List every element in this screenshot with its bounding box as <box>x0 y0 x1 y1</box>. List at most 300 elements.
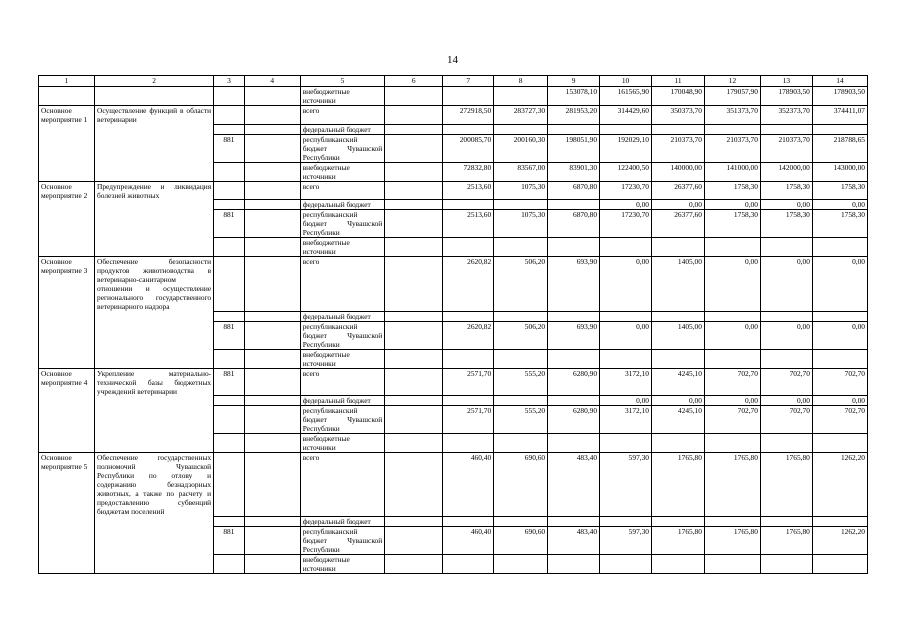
funding-source-cell: федеральный бюджет <box>300 311 385 321</box>
amount-cell: 2620,82 <box>443 257 494 312</box>
event-description-cell: Осуществление функций в области ветеринарии <box>95 106 214 125</box>
header-cell: 6 <box>385 76 443 87</box>
table-row <box>39 368 868 396</box>
amount-cell <box>548 516 600 526</box>
code-cell <box>385 526 443 554</box>
amount-cell: 460,40 <box>443 453 494 517</box>
page-number: 14 <box>447 54 458 66</box>
code-cell <box>244 87 300 106</box>
event-description-cell <box>95 554 214 573</box>
table-row <box>39 406 868 434</box>
event-description-cell: Обеспечение безопасности продуктов животноводства в ветеринарно-санитарном отношении и осуществление регионального государственного ветеринарного надзора <box>95 257 214 312</box>
amount-cell: 1758,30 <box>704 210 760 238</box>
table-row <box>39 181 868 200</box>
amount-cell: 2513,60 <box>443 181 494 200</box>
code-cell: 881 <box>214 321 245 349</box>
code-cell <box>214 162 245 181</box>
funding-source-cell: республиканский бюджет Чувашской Республики <box>300 134 385 162</box>
amount-cell: 1765,80 <box>760 526 812 554</box>
amount-cell <box>443 516 494 526</box>
amount-cell: 693,90 <box>548 257 600 312</box>
amount-cell: 2620,82 <box>443 321 494 349</box>
code-cell <box>214 311 245 321</box>
funding-source-cell: всего <box>300 257 385 312</box>
amount-cell <box>494 124 548 134</box>
event-name-cell <box>39 162 95 181</box>
amount-cell <box>494 396 548 406</box>
event-description-cell: Укрепление материально-технической базы бюджетных учреждений ветеринарии <box>95 368 214 396</box>
amount-cell <box>704 554 760 573</box>
amount-cell: 702,70 <box>760 406 812 434</box>
table-row <box>39 453 868 517</box>
event-description-cell <box>95 349 214 368</box>
code-cell <box>385 311 443 321</box>
table-row <box>39 200 868 210</box>
code-cell: 881 <box>214 134 245 162</box>
event-name-cell <box>39 516 95 526</box>
amount-cell: 210373,70 <box>760 134 812 162</box>
code-cell <box>385 124 443 134</box>
amount-cell: 1765,80 <box>704 453 760 517</box>
code-cell <box>244 238 300 257</box>
amount-cell: 4245,10 <box>652 406 705 434</box>
code-cell <box>244 434 300 453</box>
amount-cell: 1405,00 <box>652 257 705 312</box>
event-name-cell <box>39 526 95 554</box>
amount-cell: 555,20 <box>494 368 548 396</box>
amount-cell <box>600 554 652 573</box>
amount-cell: 702,70 <box>760 368 812 396</box>
amount-cell <box>548 238 600 257</box>
table-row <box>39 162 868 181</box>
code-cell <box>244 321 300 349</box>
table-row <box>39 134 868 162</box>
amount-cell: 0,00 <box>704 200 760 210</box>
amount-cell: 1262,20 <box>812 453 867 517</box>
amount-cell: 179057,90 <box>704 87 760 106</box>
table-row <box>39 526 868 554</box>
amount-cell: 374411,07 <box>812 106 867 125</box>
code-cell <box>244 124 300 134</box>
amount-cell: 0,00 <box>760 396 812 406</box>
code-cell <box>244 396 300 406</box>
code-cell <box>214 200 245 210</box>
amount-cell <box>443 554 494 573</box>
amount-cell: 702,70 <box>812 406 867 434</box>
amount-cell <box>760 349 812 368</box>
event-name-cell <box>39 87 95 106</box>
event-name-cell: Основное мероприятие 5 <box>39 453 95 517</box>
header-cell: 14 <box>812 76 867 87</box>
event-name-cell <box>39 554 95 573</box>
funding-source-cell: федеральный бюджет <box>300 516 385 526</box>
amount-cell <box>652 349 705 368</box>
header-cell: 13 <box>760 76 812 87</box>
amount-cell: 141000,00 <box>704 162 760 181</box>
event-name-cell <box>39 434 95 453</box>
amount-cell: 0,00 <box>600 200 652 210</box>
funding-source-cell: республиканский бюджет Чувашской Республики <box>300 406 385 434</box>
amount-cell: 0,00 <box>600 396 652 406</box>
amount-cell: 690,60 <box>494 453 548 517</box>
event-description-cell: Обеспечение государственных полномочий Чувашской Республики по отлову и содержанию безнадзорных животных, а также по расчету и предоставлению субвенций бюджетам поселений <box>95 453 214 517</box>
amount-cell: 272918,50 <box>443 106 494 125</box>
amount-cell <box>494 349 548 368</box>
amount-cell <box>494 87 548 106</box>
amount-cell: 0,00 <box>704 321 760 349</box>
amount-cell: 483,40 <box>548 526 600 554</box>
amount-cell: 0,00 <box>760 257 812 312</box>
amount-cell: 597,30 <box>600 453 652 517</box>
code-cell <box>385 554 443 573</box>
funding-source-cell: внебюджетные источники <box>300 434 385 453</box>
event-description-cell <box>95 526 214 554</box>
code-cell <box>244 554 300 573</box>
code-cell <box>385 200 443 210</box>
amount-cell: 1758,30 <box>760 181 812 200</box>
amount-cell: 1075,30 <box>494 210 548 238</box>
event-description-cell <box>95 200 214 210</box>
event-description-cell <box>95 406 214 434</box>
funding-source-cell: внебюджетные источники <box>300 554 385 573</box>
table-row <box>39 311 868 321</box>
code-cell <box>244 106 300 125</box>
amount-cell: 2571,70 <box>443 406 494 434</box>
code-cell <box>385 134 443 162</box>
amount-cell: 352373,70 <box>760 106 812 125</box>
amount-cell: 2513,60 <box>443 210 494 238</box>
amount-cell <box>812 516 867 526</box>
funding-source-cell: республиканский бюджет Чувашской Республики <box>300 526 385 554</box>
event-description-cell <box>95 124 214 134</box>
amount-cell <box>548 311 600 321</box>
amount-cell <box>704 434 760 453</box>
header-cell: 9 <box>548 76 600 87</box>
amount-cell <box>443 87 494 106</box>
amount-cell <box>812 434 867 453</box>
amount-cell <box>600 349 652 368</box>
amount-cell: 690,60 <box>494 526 548 554</box>
code-cell <box>244 162 300 181</box>
code-cell: 881 <box>214 368 245 396</box>
amount-cell: 0,00 <box>812 321 867 349</box>
amount-cell: 198051,90 <box>548 134 600 162</box>
amount-cell <box>812 554 867 573</box>
amount-cell: 0,00 <box>760 200 812 210</box>
code-cell <box>214 106 245 125</box>
amount-cell: 314429,60 <box>600 106 652 125</box>
event-name-cell <box>39 321 95 349</box>
amount-cell: 17230,70 <box>600 181 652 200</box>
amount-cell <box>760 124 812 134</box>
amount-cell: 702,70 <box>704 406 760 434</box>
funding-source-cell: всего <box>300 453 385 517</box>
amount-cell: 506,20 <box>494 321 548 349</box>
code-cell <box>214 238 245 257</box>
amount-cell: 0,00 <box>600 257 652 312</box>
code-cell <box>385 516 443 526</box>
event-description-cell <box>95 238 214 257</box>
code-cell <box>244 134 300 162</box>
amount-cell: 555,20 <box>494 406 548 434</box>
amount-cell: 1765,80 <box>760 453 812 517</box>
code-cell <box>385 257 443 312</box>
header-cell: 7 <box>443 76 494 87</box>
amount-cell: 1262,20 <box>812 526 867 554</box>
amount-cell <box>812 124 867 134</box>
amount-cell <box>812 311 867 321</box>
amount-cell: 460,40 <box>443 526 494 554</box>
funding-source-cell: всего <box>300 106 385 125</box>
amount-cell: 597,30 <box>600 526 652 554</box>
table-row <box>39 396 868 406</box>
code-cell <box>214 396 245 406</box>
code-cell <box>244 516 300 526</box>
amount-cell: 161565,90 <box>600 87 652 106</box>
amount-cell <box>812 238 867 257</box>
code-cell <box>385 106 443 125</box>
code-cell <box>244 181 300 200</box>
funding-source-cell: федеральный бюджет <box>300 200 385 210</box>
amount-cell: 210373,70 <box>704 134 760 162</box>
amount-cell: 143000,00 <box>812 162 867 181</box>
header-cell: 5 <box>300 76 385 87</box>
event-description-cell <box>95 87 214 106</box>
amount-cell: 6280,90 <box>548 368 600 396</box>
code-cell <box>214 349 245 368</box>
amount-cell: 3172,10 <box>600 406 652 434</box>
event-name-cell: Основное мероприятие 2 <box>39 181 95 200</box>
table-row <box>39 554 868 573</box>
amount-cell <box>548 434 600 453</box>
event-name-cell <box>39 238 95 257</box>
code-cell <box>385 453 443 517</box>
table-row <box>39 321 868 349</box>
amount-cell <box>704 124 760 134</box>
amount-cell: 506,20 <box>494 257 548 312</box>
amount-cell: 83567,00 <box>494 162 548 181</box>
amount-cell: 200085,70 <box>443 134 494 162</box>
amount-cell: 351373,70 <box>704 106 760 125</box>
amount-cell: 0,00 <box>652 200 705 210</box>
amount-cell <box>548 124 600 134</box>
event-name-cell <box>39 311 95 321</box>
code-cell <box>244 453 300 517</box>
table-row <box>39 87 868 106</box>
amount-cell: 122400,50 <box>600 162 652 181</box>
event-description-cell <box>95 162 214 181</box>
amount-cell: 192029,10 <box>600 134 652 162</box>
amount-cell <box>443 238 494 257</box>
amount-cell <box>760 554 812 573</box>
amount-cell <box>652 434 705 453</box>
table-row <box>39 434 868 453</box>
code-cell <box>214 453 245 517</box>
amount-cell: 170048,90 <box>652 87 705 106</box>
code-cell <box>214 406 245 434</box>
table-row <box>39 257 868 312</box>
event-name-cell <box>39 124 95 134</box>
header-cell: 11 <box>652 76 705 87</box>
amount-cell <box>704 349 760 368</box>
funding-source-cell: всего <box>300 181 385 200</box>
amount-cell <box>600 238 652 257</box>
code-cell <box>244 311 300 321</box>
amount-cell <box>548 396 600 406</box>
code-cell <box>244 406 300 434</box>
code-cell <box>385 87 443 106</box>
amount-cell <box>443 200 494 210</box>
code-cell: 881 <box>214 210 245 238</box>
code-cell <box>244 349 300 368</box>
event-name-cell <box>39 134 95 162</box>
header-cell: 4 <box>244 76 300 87</box>
amount-cell <box>760 434 812 453</box>
code-cell <box>214 181 245 200</box>
code-cell <box>214 257 245 312</box>
amount-cell: 483,40 <box>548 453 600 517</box>
table-row <box>39 210 868 238</box>
amount-cell <box>443 349 494 368</box>
event-name-cell: Основное мероприятие 3 <box>39 257 95 312</box>
amount-cell: 178903,50 <box>812 87 867 106</box>
header-cell: 10 <box>600 76 652 87</box>
amount-cell <box>494 516 548 526</box>
amount-cell <box>760 311 812 321</box>
amount-cell: 2571,70 <box>443 368 494 396</box>
funding-source-cell: федеральный бюджет <box>300 124 385 134</box>
event-description-cell <box>95 396 214 406</box>
table-row <box>39 124 868 134</box>
event-description-cell <box>95 434 214 453</box>
header-cell: 1 <box>39 76 95 87</box>
amount-cell: 0,00 <box>760 321 812 349</box>
event-name-cell <box>39 200 95 210</box>
amount-cell: 0,00 <box>600 321 652 349</box>
code-cell <box>385 162 443 181</box>
funding-source-cell: федеральный бюджет <box>300 396 385 406</box>
code-cell <box>244 526 300 554</box>
funding-source-cell: внебюджетные источники <box>300 349 385 368</box>
code-cell <box>385 368 443 396</box>
amount-cell: 6870,80 <box>548 181 600 200</box>
amount-cell: 350373,70 <box>652 106 705 125</box>
code-cell: 881 <box>214 526 245 554</box>
amount-cell <box>760 238 812 257</box>
amount-cell: 1758,30 <box>760 210 812 238</box>
code-cell <box>214 87 245 106</box>
amount-cell <box>812 349 867 368</box>
code-cell <box>385 210 443 238</box>
funding-source-cell: внебюджетные источники <box>300 87 385 106</box>
amount-cell: 0,00 <box>704 396 760 406</box>
amount-cell <box>600 311 652 321</box>
amount-cell <box>600 124 652 134</box>
event-description-cell: Предупреждение и ликвидация болезней животных <box>95 181 214 200</box>
funding-source-cell: внебюджетные источники <box>300 238 385 257</box>
code-cell <box>385 396 443 406</box>
amount-cell <box>548 200 600 210</box>
amount-cell: 218788,65 <box>812 134 867 162</box>
amount-cell <box>652 124 705 134</box>
event-description-cell <box>95 311 214 321</box>
amount-cell: 83901,30 <box>548 162 600 181</box>
budget-table <box>38 75 868 574</box>
amount-cell <box>704 516 760 526</box>
amount-cell <box>548 349 600 368</box>
code-cell <box>214 434 245 453</box>
table-row <box>39 349 868 368</box>
amount-cell: 0,00 <box>704 257 760 312</box>
header-cell: 3 <box>214 76 245 87</box>
table-row <box>39 516 868 526</box>
amount-cell: 1758,30 <box>812 181 867 200</box>
amount-cell: 693,90 <box>548 321 600 349</box>
event-name-cell: Основное мероприятие 1 <box>39 106 95 125</box>
header-row <box>39 76 868 87</box>
funding-source-cell: республиканский бюджет Чувашской Республики <box>300 321 385 349</box>
amount-cell: 1765,80 <box>652 526 705 554</box>
amount-cell <box>548 554 600 573</box>
amount-cell: 178903,50 <box>760 87 812 106</box>
amount-cell: 283727,30 <box>494 106 548 125</box>
amount-cell <box>600 434 652 453</box>
amount-cell: 1075,30 <box>494 181 548 200</box>
code-cell <box>214 516 245 526</box>
amount-cell <box>652 554 705 573</box>
code-cell <box>385 434 443 453</box>
amount-cell <box>600 516 652 526</box>
amount-cell: 142000,00 <box>760 162 812 181</box>
header-cell: 2 <box>95 76 214 87</box>
amount-cell <box>494 554 548 573</box>
amount-cell: 4245,10 <box>652 368 705 396</box>
amount-cell <box>494 434 548 453</box>
amount-cell <box>760 516 812 526</box>
amount-cell: 72832,80 <box>443 162 494 181</box>
table-row <box>39 106 868 125</box>
event-name-cell <box>39 349 95 368</box>
amount-cell: 200160,30 <box>494 134 548 162</box>
code-cell <box>385 321 443 349</box>
event-name-cell: Основное мероприятие 4 <box>39 368 95 396</box>
event-name-cell <box>39 406 95 434</box>
amount-cell <box>652 311 705 321</box>
amount-cell: 0,00 <box>812 396 867 406</box>
event-description-cell <box>95 321 214 349</box>
amount-cell: 0,00 <box>652 396 705 406</box>
amount-cell <box>443 396 494 406</box>
code-cell <box>385 238 443 257</box>
amount-cell <box>652 516 705 526</box>
code-cell <box>244 368 300 396</box>
amount-cell: 0,00 <box>812 257 867 312</box>
code-cell <box>244 257 300 312</box>
amount-cell: 1758,30 <box>812 210 867 238</box>
amount-cell <box>494 311 548 321</box>
amount-cell: 281953,20 <box>548 106 600 125</box>
funding-source-cell: республиканский бюджет Чувашской Республики <box>300 210 385 238</box>
amount-cell: 702,70 <box>812 368 867 396</box>
code-cell <box>385 181 443 200</box>
amount-cell: 3172,10 <box>600 368 652 396</box>
event-name-cell <box>39 396 95 406</box>
event-name-cell <box>39 210 95 238</box>
amount-cell <box>443 311 494 321</box>
amount-cell: 1758,30 <box>704 181 760 200</box>
event-description-cell <box>95 210 214 238</box>
amount-cell: 140000,00 <box>652 162 705 181</box>
